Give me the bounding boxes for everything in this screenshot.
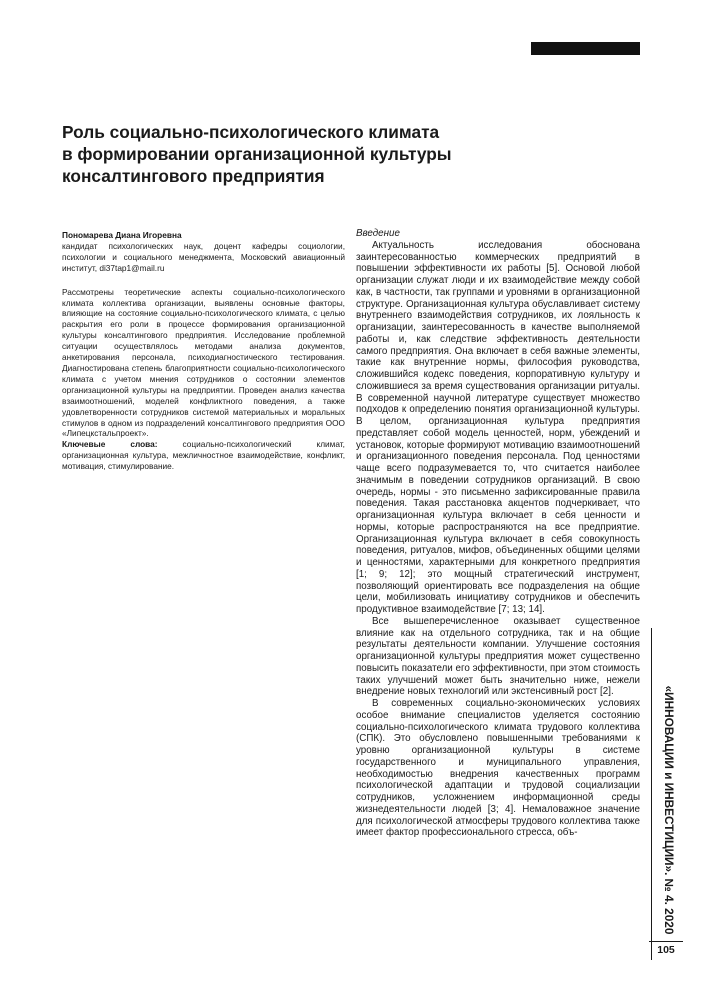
author-abstract-column: [62, 230, 345, 472]
body-paragraph-1: Актуальность исследования обоснована заинтересованностью коммерческих предприятий в повышении эффективности их работы [5]. Основой любой организации служат люди и их взаимодействие между собой как, в частности, так группами и уровнями в организационной структуре. Организационная культура обуславливает систему внутреннего взаимодействия сотрудников, их лояльность к организации, заинтересованность в качестве выполняемой работы и, как следствие эффективность деятельности самого предприятия. Она включает в себя важные элементы, такие как внутренние нормы, философия руководства, сложившийся кодекс поведения, корпоративную культуру и сложившиеся за время существования организации ритуалы. В современной научной литературе существует множество подходов к определению понятия организационной культуры. В целом, организационная культура предприятия представляет собой модель ценностей, норм, убеждений и установок, которые формируют мотивацию взаимоотношений и организационного поведения персонала. Под ценностями чаще всего подразумевается то, что считается наиболее значимым в поведении сотрудников организаций. В свою очередь, нормы - это письменно зафиксированные правила поведения. Такая расстановка акцентов подчеркивает, что организационная культура включает в себя ценности и нормы, которые распространяются на все предприятие. Организационная культура включает в себя совокупность поведения, ритуалов, мифов, объединенных общими целями и ценностями, характерными для конкретного предприятия [1; 9; 12]; это мощный стратегический инструмент, позволяющий ориентировать все подразделения на общие цели, мобилизовать инициативу сотрудников и обеспечить продуктивное взаимодействие [7; 13; 14].: [356, 239, 640, 615]
keywords-label: Ключевые слова:: [62, 439, 158, 450]
author-name: Пономарева Диана Игоревна: [62, 230, 182, 240]
header-decor-bar: [531, 42, 640, 55]
article-title: [62, 121, 522, 187]
title-line-3: консалтингового предприятия: [62, 166, 325, 186]
section-title-introduction: Введение: [356, 228, 400, 239]
page-number: 105: [657, 944, 675, 956]
title-line-2: в формировании организационной культуры: [62, 144, 452, 164]
body-paragraph-3: В современных социально-экономических условиях особое внимание специалистов уделяется состоянию социально-психологического климата трудового коллектива (СПК). Это обусловлено повышенными требованиями к уровню организационной культуры в системе государственного и муниципального управления, необходимостью внедрения качественных программ психологической адаптации и трудовой социализации сотрудников, усложнением информационной среды жизнедеятельности людей [3; 4]. Немаловажное значение для психологической атмосферы трудового коллектива также имеет фактор профессионального стресса, объ-: [356, 698, 640, 839]
page-number-rule: [649, 941, 683, 942]
journal-name-text: «ИННОВАЦИИ и ИНВЕСТИЦИИ». № 4. 2020: [662, 685, 676, 935]
keywords-list: социально-психологический климат, организационная культура, межличностное взаимодействие, конфликт, мотивация, стимулирование.: [62, 439, 345, 472]
keywords: [62, 439, 345, 472]
journal-side-rule: [651, 628, 652, 960]
author-affiliation: кандидат психологических наук, доцент кафедры социологии, психологии и социального менеджмента, Московский авиационный институт, di37tap1@mail.ru: [62, 240, 345, 273]
article-body: [356, 228, 640, 839]
abstract-text: Рассмотрены теоретические аспекты социально-психологического климата коллектива организации, выявлены основные факторы, влияющие на состояние социально-психологического климата, с целью раскрытия его роли в процессе формирования организационной культуры консалтингового предприятия. Исследование проблемной ситуации осуществлялось методами анализа документов, анкетирования персонала, психодиагностического тестирования. Диагностирована степень благоприятности социально-психологического климата с учетом мнения сотрудников о состоянии элементов организационной культуры на предприятии. Проведен анализ качества взаимоотношений, моделей конфликтного поведения, а также удовлетворенности сотрудников системой материальных и моральных стимулов в одном из подразделений консалтингового предприятия ООО «Липецкстальпроект».: [62, 286, 345, 439]
body-paragraph-2: Все вышеперечисленное оказывает существенное влияние как на отдельного сотрудника, так и на общие результаты деятельности компании. Улучшение состояния организационной культуры предприятия может существенно повысить показатели его эффективности, при этом стоимость таких улучшений может быть значительно ниже, нежели внедрение новых технологий или экстенсивный рост [2].: [356, 615, 640, 698]
title-line-1: Роль социально-психологического климата: [62, 122, 440, 142]
